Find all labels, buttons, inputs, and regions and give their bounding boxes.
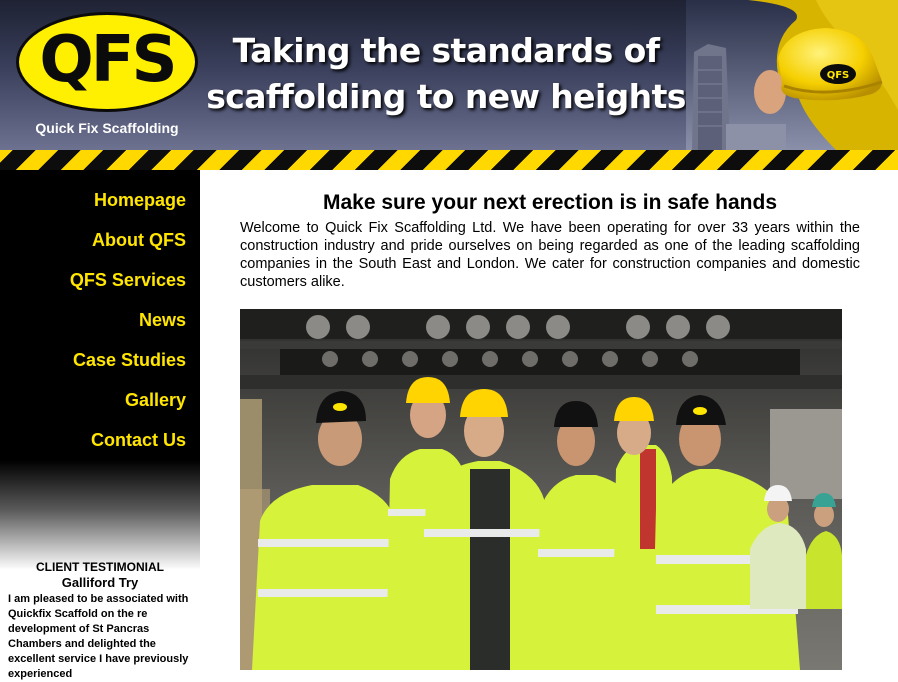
hat-badge-text: QFS (826, 70, 850, 81)
nav-news[interactable]: News (138, 310, 186, 330)
testimonial-client-name: Galliford Try (61, 575, 139, 590)
team-photo-illustration (240, 309, 842, 670)
logo-subtitle: Quick Fix Scaffolding (35, 120, 179, 136)
tagline-line-1: Taking the standards of (232, 31, 660, 70)
logo-text: QFS (39, 23, 175, 97)
nav-about-qfs[interactable]: About QFS (92, 230, 186, 250)
testimonial-heading: CLIENT TESTIMONIAL (36, 560, 164, 574)
tagline-line-2: scaffolding to new heights (206, 77, 686, 116)
header-tagline (206, 28, 686, 120)
nav-gallery[interactable]: Gallery (124, 390, 186, 410)
main-nav (70, 180, 186, 460)
hard-hat-banner-image (686, 0, 898, 150)
intro-paragraph: Welcome to Quick Fix Scaffolding Ltd. We have been operating for over 33 years within the construction industry and pride ourselves on being regarded as one of the leading scaffolding companies in the South East and London. We cater for construction companies and domestic customers alike. (240, 220, 860, 290)
client-testimonial (8, 560, 192, 682)
hazard-stripe-divider (0, 150, 898, 170)
nav-qfs-services[interactable]: QFS Services (69, 270, 186, 290)
team-photo (240, 309, 842, 670)
testimonial-body: I am pleased to be associated with Quickfix Scaffold on the re development of St Pancras Chambers and delighted the excellent service I have previously experienced (8, 593, 189, 680)
sidebar (0, 170, 200, 680)
nav-case-studies[interactable]: Case Studies (72, 350, 186, 370)
nav-contact-us[interactable]: Contact Us (90, 430, 186, 450)
page-heading: Make sure your next erection is in safe hands (323, 191, 777, 214)
qfs-logo[interactable] (16, 12, 198, 112)
nav-homepage[interactable]: Homepage (93, 190, 186, 210)
site-header (0, 0, 898, 150)
